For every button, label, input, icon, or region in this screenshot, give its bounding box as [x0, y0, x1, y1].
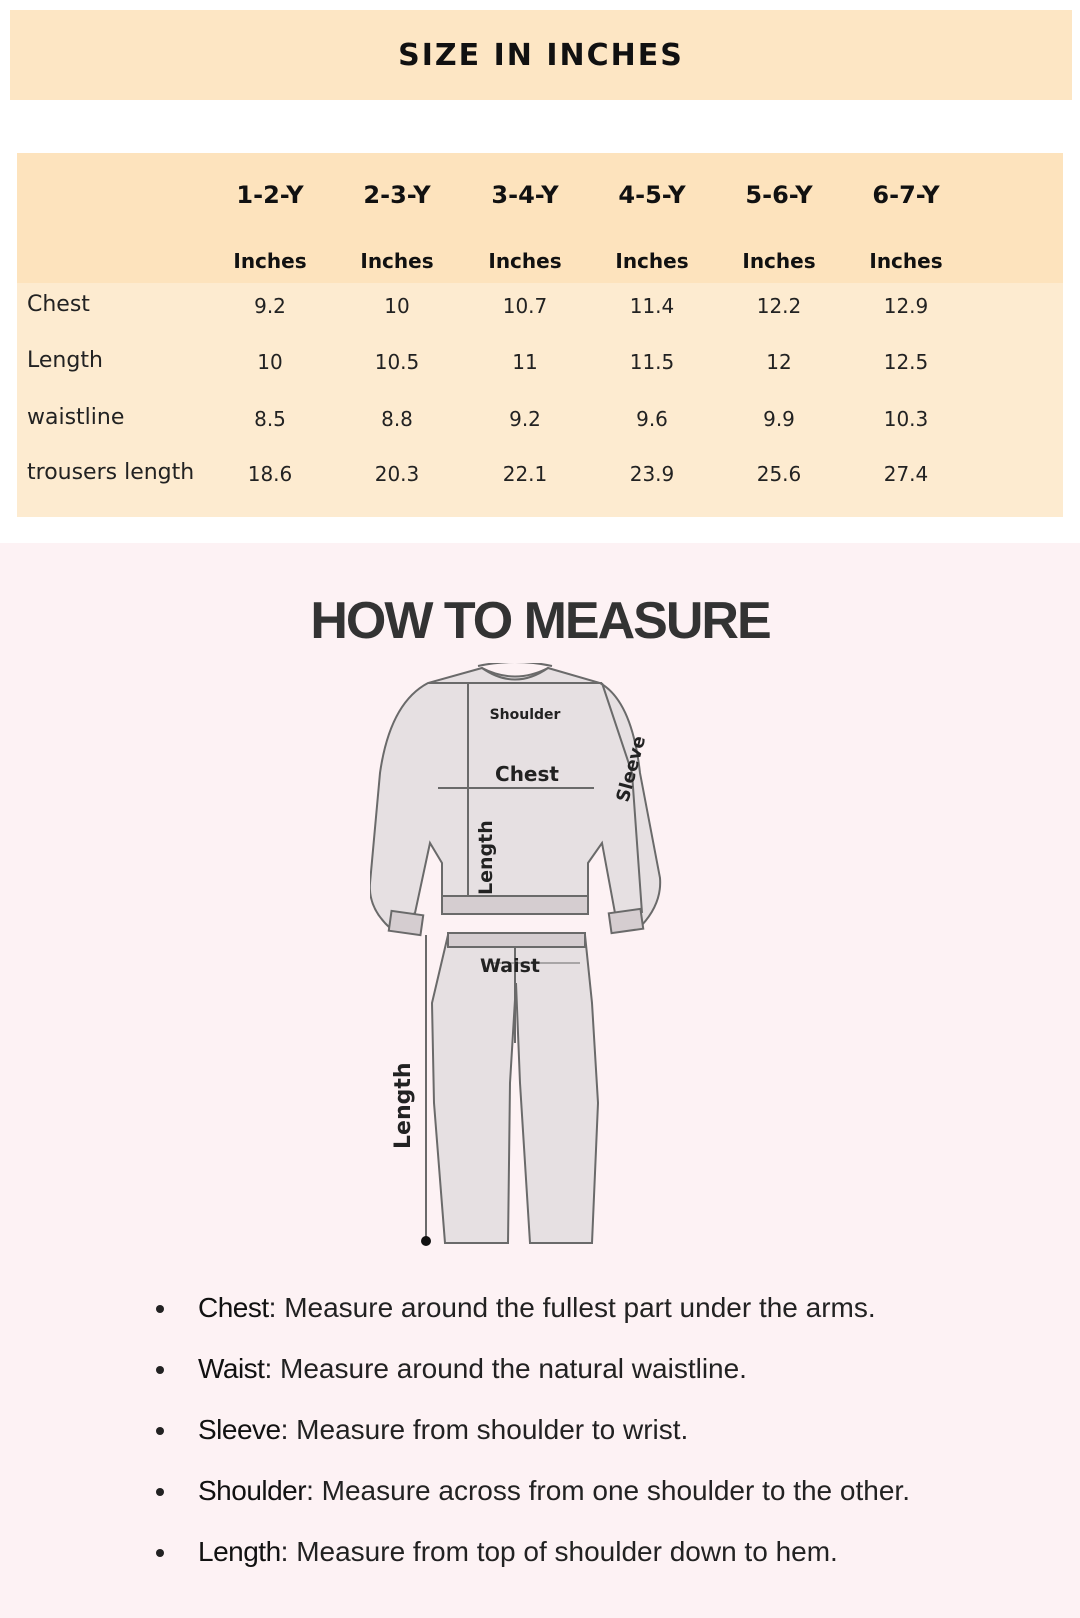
instruction-item — [150, 1352, 1030, 1413]
column-header: 2-3-Y — [363, 181, 431, 209]
page-title: SIZE IN INCHES — [398, 37, 684, 73]
diagram-label-waist: Waist — [479, 955, 541, 977]
table-cell: 10.3 — [883, 407, 929, 431]
table-cell: 8.5 — [254, 407, 286, 431]
diagram-label-pants-length: Length — [391, 1062, 416, 1149]
bullet-icon — [156, 1305, 164, 1313]
table-cell: 9.2 — [254, 294, 286, 318]
table-cell: 12.2 — [756, 294, 802, 318]
diagram-label-sleeve: Sleeve — [612, 733, 651, 805]
instruction-term: Length — [198, 1536, 281, 1567]
how-to-measure-section — [0, 543, 1080, 1618]
pants-length-end-dot — [421, 1236, 431, 1246]
row-label: Chest — [27, 292, 90, 317]
table-cell: 20.3 — [374, 462, 420, 486]
measurement-instructions — [150, 1291, 1030, 1596]
bullet-icon — [156, 1488, 164, 1496]
table-cell: 12.9 — [883, 294, 929, 318]
instruction-term: Chest — [198, 1292, 269, 1323]
row-label: trousers length — [27, 460, 195, 485]
instruction-text: : Measure around the natural waistline. — [264, 1353, 747, 1384]
table-cell: 25.6 — [756, 462, 802, 486]
column-unit: Inches — [869, 249, 943, 273]
instruction-text: : Measure from shoulder to wrist. — [280, 1414, 689, 1445]
pants-illustration — [432, 933, 598, 1243]
instruction-term: Shoulder — [198, 1475, 307, 1506]
instruction-text: : Measure around the fullest part under the arms. — [268, 1292, 876, 1323]
diagram-label-top-length: Length — [475, 820, 497, 895]
instruction-text: : Measure from top of shoulder down to hem. — [280, 1536, 838, 1567]
how-to-measure-heading: HOW TO MEASURE — [310, 592, 770, 650]
column-header: 5-6-Y — [745, 181, 813, 209]
garment-diagram — [370, 663, 700, 1263]
column-header: 6-7-Y — [872, 181, 940, 209]
table-cell: 8.8 — [381, 407, 413, 431]
instruction-item — [150, 1413, 1030, 1474]
table-cell: 11 — [512, 350, 538, 374]
table-cell: 11.5 — [629, 350, 675, 374]
diagram-label-shoulder: Shoulder — [489, 707, 561, 723]
bullet-icon — [156, 1366, 164, 1374]
column-unit: Inches — [488, 249, 562, 273]
table-cell: 18.6 — [247, 462, 293, 486]
instruction-term: Waist — [198, 1353, 265, 1384]
table-cell: 11.4 — [629, 294, 675, 318]
instruction-item — [150, 1535, 1030, 1596]
row-label: waistline — [27, 405, 125, 430]
column-unit: Inches — [742, 249, 816, 273]
instruction-term: Sleeve — [198, 1414, 281, 1445]
column-unit: Inches — [360, 249, 434, 273]
table-cell: 23.9 — [629, 462, 675, 486]
row-label: Length — [27, 348, 103, 373]
diagram-label-chest: Chest — [495, 762, 559, 786]
table-cell: 10 — [384, 294, 410, 318]
instruction-item — [150, 1291, 1030, 1352]
table-cell: 10.5 — [374, 350, 420, 374]
bullet-icon — [156, 1427, 164, 1435]
table-cell: 27.4 — [883, 462, 929, 486]
table-cell: 9.9 — [763, 407, 795, 431]
column-header: 1-2-Y — [236, 181, 304, 209]
bullet-icon — [156, 1549, 164, 1557]
instruction-text: : Measure across from one shoulder to the other. — [306, 1475, 910, 1506]
table-cell: 12 — [766, 350, 792, 374]
table-cell: 12.5 — [883, 350, 929, 374]
table-cell: 9.6 — [636, 407, 668, 431]
table-cell: 9.2 — [509, 407, 541, 431]
instruction-item — [150, 1474, 1030, 1535]
column-unit: Inches — [615, 249, 689, 273]
table-cell: 10.7 — [502, 294, 548, 318]
table-cell: 22.1 — [502, 462, 548, 486]
column-header: 4-5-Y — [618, 181, 686, 209]
size-chart-table — [17, 153, 1063, 517]
title-banner — [10, 10, 1072, 100]
table-cell: 10 — [257, 350, 283, 374]
column-unit: Inches — [233, 249, 307, 273]
column-header: 3-4-Y — [491, 181, 559, 209]
